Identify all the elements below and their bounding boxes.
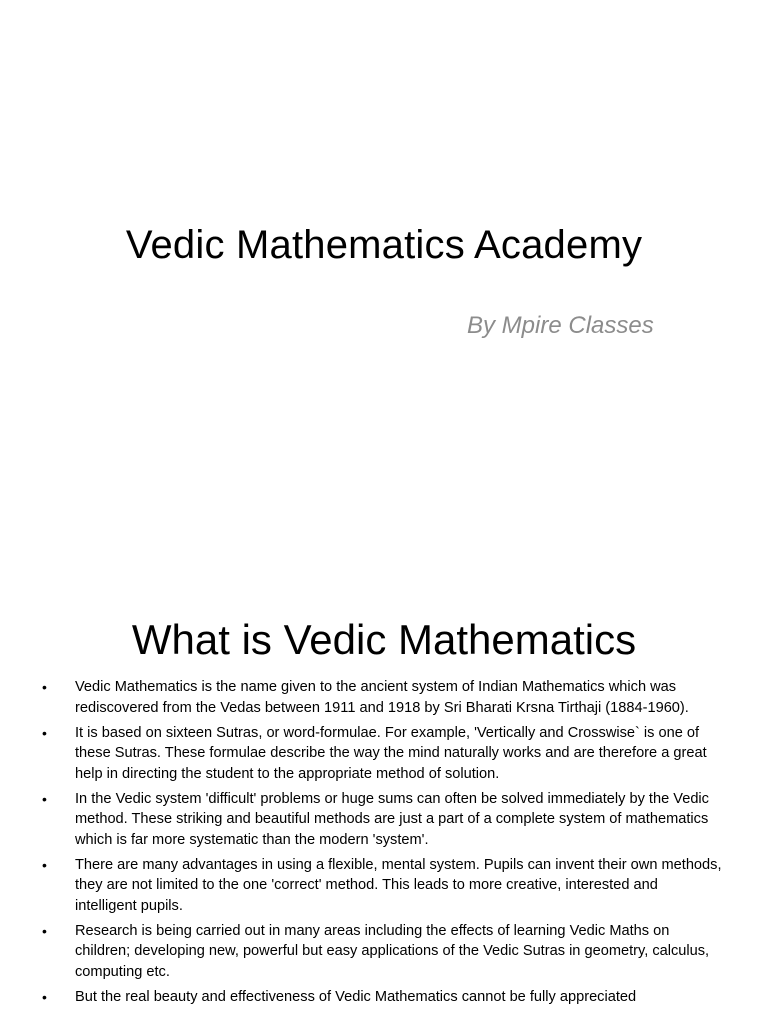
bullet-item (0, 723, 768, 785)
bullet-icon: • (42, 856, 47, 873)
slide-title: What is Vedic Mathematics (131, 616, 637, 663)
bullet-item (0, 789, 768, 851)
bullet-icon: • (42, 922, 47, 939)
bullet-item (0, 677, 768, 718)
bullet-item (0, 855, 768, 917)
slide-subtitle: By Mpire Classes (467, 312, 654, 339)
bullet-icon: • (42, 790, 47, 807)
slide-title: Vedic Mathematics Academy (125, 223, 643, 267)
bullet-icon: • (42, 988, 47, 1005)
bullet-text: Vedic Mathematics is the name given to the ancient system of Indian Mathematics which was rediscovered from the Vedas between 1911 and 1918 by Sri Bharati Krsna Tirthaji (1884-1960). (75, 679, 689, 716)
bullet-text: But the real beauty and effectiveness of Vedic Mathematics cannot be fully appreciated (75, 988, 637, 1005)
bullet-text: In the Vedic system 'difficult' problems or huge sums can often be solved immediately by the Vedic method. These striking and beautiful methods are just a part of a complete system of mathematics which is far more systematic than the modern 'system'. (75, 790, 709, 848)
bullet-text: Research is being carried out in many areas including the effects of learning Vedic Maths on children; developing new, powerful but easy applications of the Vedic Sutras in geometry, calculus, computing etc. (75, 922, 710, 980)
bullet-item (0, 921, 768, 983)
bullet-list (0, 677, 768, 1012)
bullet-text: It is based on sixteen Sutras, or word-formulae. For example, 'Vertically and Crosswise` is one of these Sutras. These formulae describe the way the mind naturally works and are therefore a great help in directing the student to the appropriate method of solution. (75, 724, 707, 782)
bullet-text: There are many advantages in using a flexible, mental system. Pupils can invent their own methods, they are not limited to the one 'correct' method. This leads to more creative, interested and intelligent pupils. (75, 856, 722, 914)
bullet-icon: • (42, 679, 47, 695)
content-slide (0, 576, 768, 1024)
bullet-item (0, 987, 768, 1008)
bullet-icon: • (42, 724, 47, 741)
